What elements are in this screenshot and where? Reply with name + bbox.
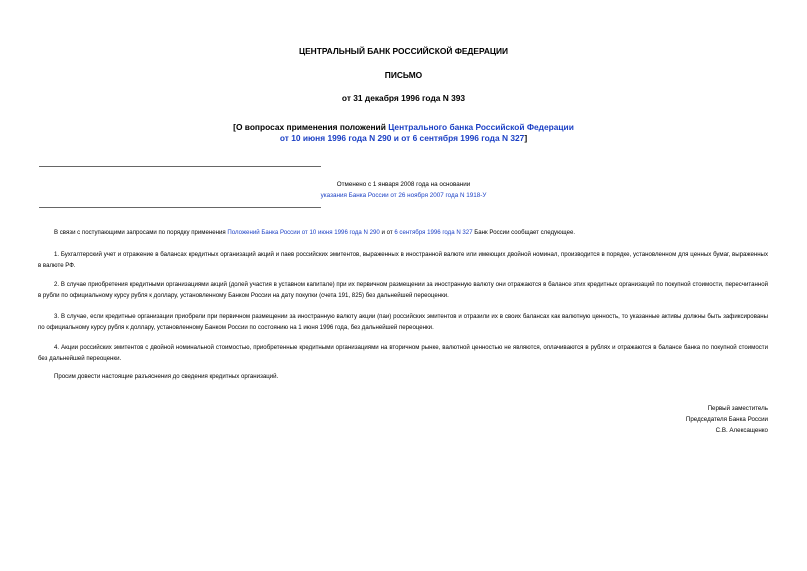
intro-post: Банк России сообщает следующее. — [472, 229, 576, 236]
date-number-heading: от 31 декабря 1996 года N 393 — [341, 93, 466, 103]
title-prefix: О вопросах применения положений — [235, 122, 389, 132]
cancel-note-link[interactable]: указания Банка России от 26 ноября 2007 года N 1918-У — [320, 192, 487, 199]
signature-position: Первый заместитель — [707, 405, 768, 412]
title-regulation-link[interactable]: Центрального банка Российской Федерации от 10 июня 1996 года N 290 и от 6 сентября 1996 года N 327 — [279, 122, 574, 143]
regulation-327-link[interactable]: 6 сентября 1996 года N 327 — [394, 229, 473, 236]
intro-mid: и от — [379, 229, 395, 236]
paragraph-2: 2. В случае приобретения кредитными организациями акций (долей участия в уставном капитале) при их первичном размещении за иностранную валюту они отражаются в балансе этих кредитных организаций по покупной стоимости, пересчитанной в рубли по официальному курсу рубля к доллару, установленному Банком России на дату покупки (счета 191, 825) без дальнейшей переоценки. — [38, 281, 768, 299]
document-title — [230, 122, 577, 144]
paragraph-4: 4. Акции российских эмитентов с двойной номинальной стоимостью, приобретенные кредитными организациями на вторичном рынке, валютной ценностью не являются, оплачиваются в рублях и отражаются в балансе банка по покупной стоимости без дальнейшей переоценки. — [38, 344, 768, 362]
bottom-divider — [39, 207, 321, 208]
cancel-note-line: Отменено с 1 января 2008 года на основании — [336, 181, 471, 188]
signature-name: С.В. Алексащенко — [715, 426, 768, 434]
paragraph-1: 1. Бухгалтерский учет и отражение в балансах кредитных организаций акций и паев российских эмитентов, выраженных в иностранной валюте или имеющих двойной номинал, производится в порядке, установленном для ценных бумаг, выраженных в валюте РФ. — [38, 251, 768, 269]
signature-block — [686, 404, 768, 436]
paragraph-3: 3. В случае, если кредитные организации приобрели при первичном размещении за иностранную валюту акции (паи) российских эмитентов и отразили их в своих балансах как валютную ценность, то указанные активы должны быть зафиксированы по официальному курсу рубля к доллару, установленному Банком России по состоянию на 1 июня 1996 года, без дальнейшей переоценки. — [38, 313, 768, 331]
top-divider — [39, 166, 321, 167]
org-heading: ЦЕНТРАЛЬНЫЙ БАНК РОССИЙСКОЙ ФЕДЕРАЦИИ — [298, 46, 509, 56]
intro-paragraph — [38, 228, 768, 239]
title-close-bracket: ] — [524, 133, 528, 143]
intro-pre: В связи с поступающими запросами по порядку применения — [54, 229, 228, 236]
regulation-290-link[interactable]: Положений Банка России от 10 июня 1996 года N 290 — [227, 229, 380, 236]
cancel-note-link-line — [0, 191, 807, 201]
doc-type-heading: ПИСЬМО — [384, 70, 423, 80]
closing-paragraph: Просим довести настоящие разъяснения до сведения кредитных организаций. — [54, 373, 279, 380]
signature-organization: Председателя Банка России — [685, 415, 768, 423]
title-open-bracket: [ — [233, 122, 236, 132]
